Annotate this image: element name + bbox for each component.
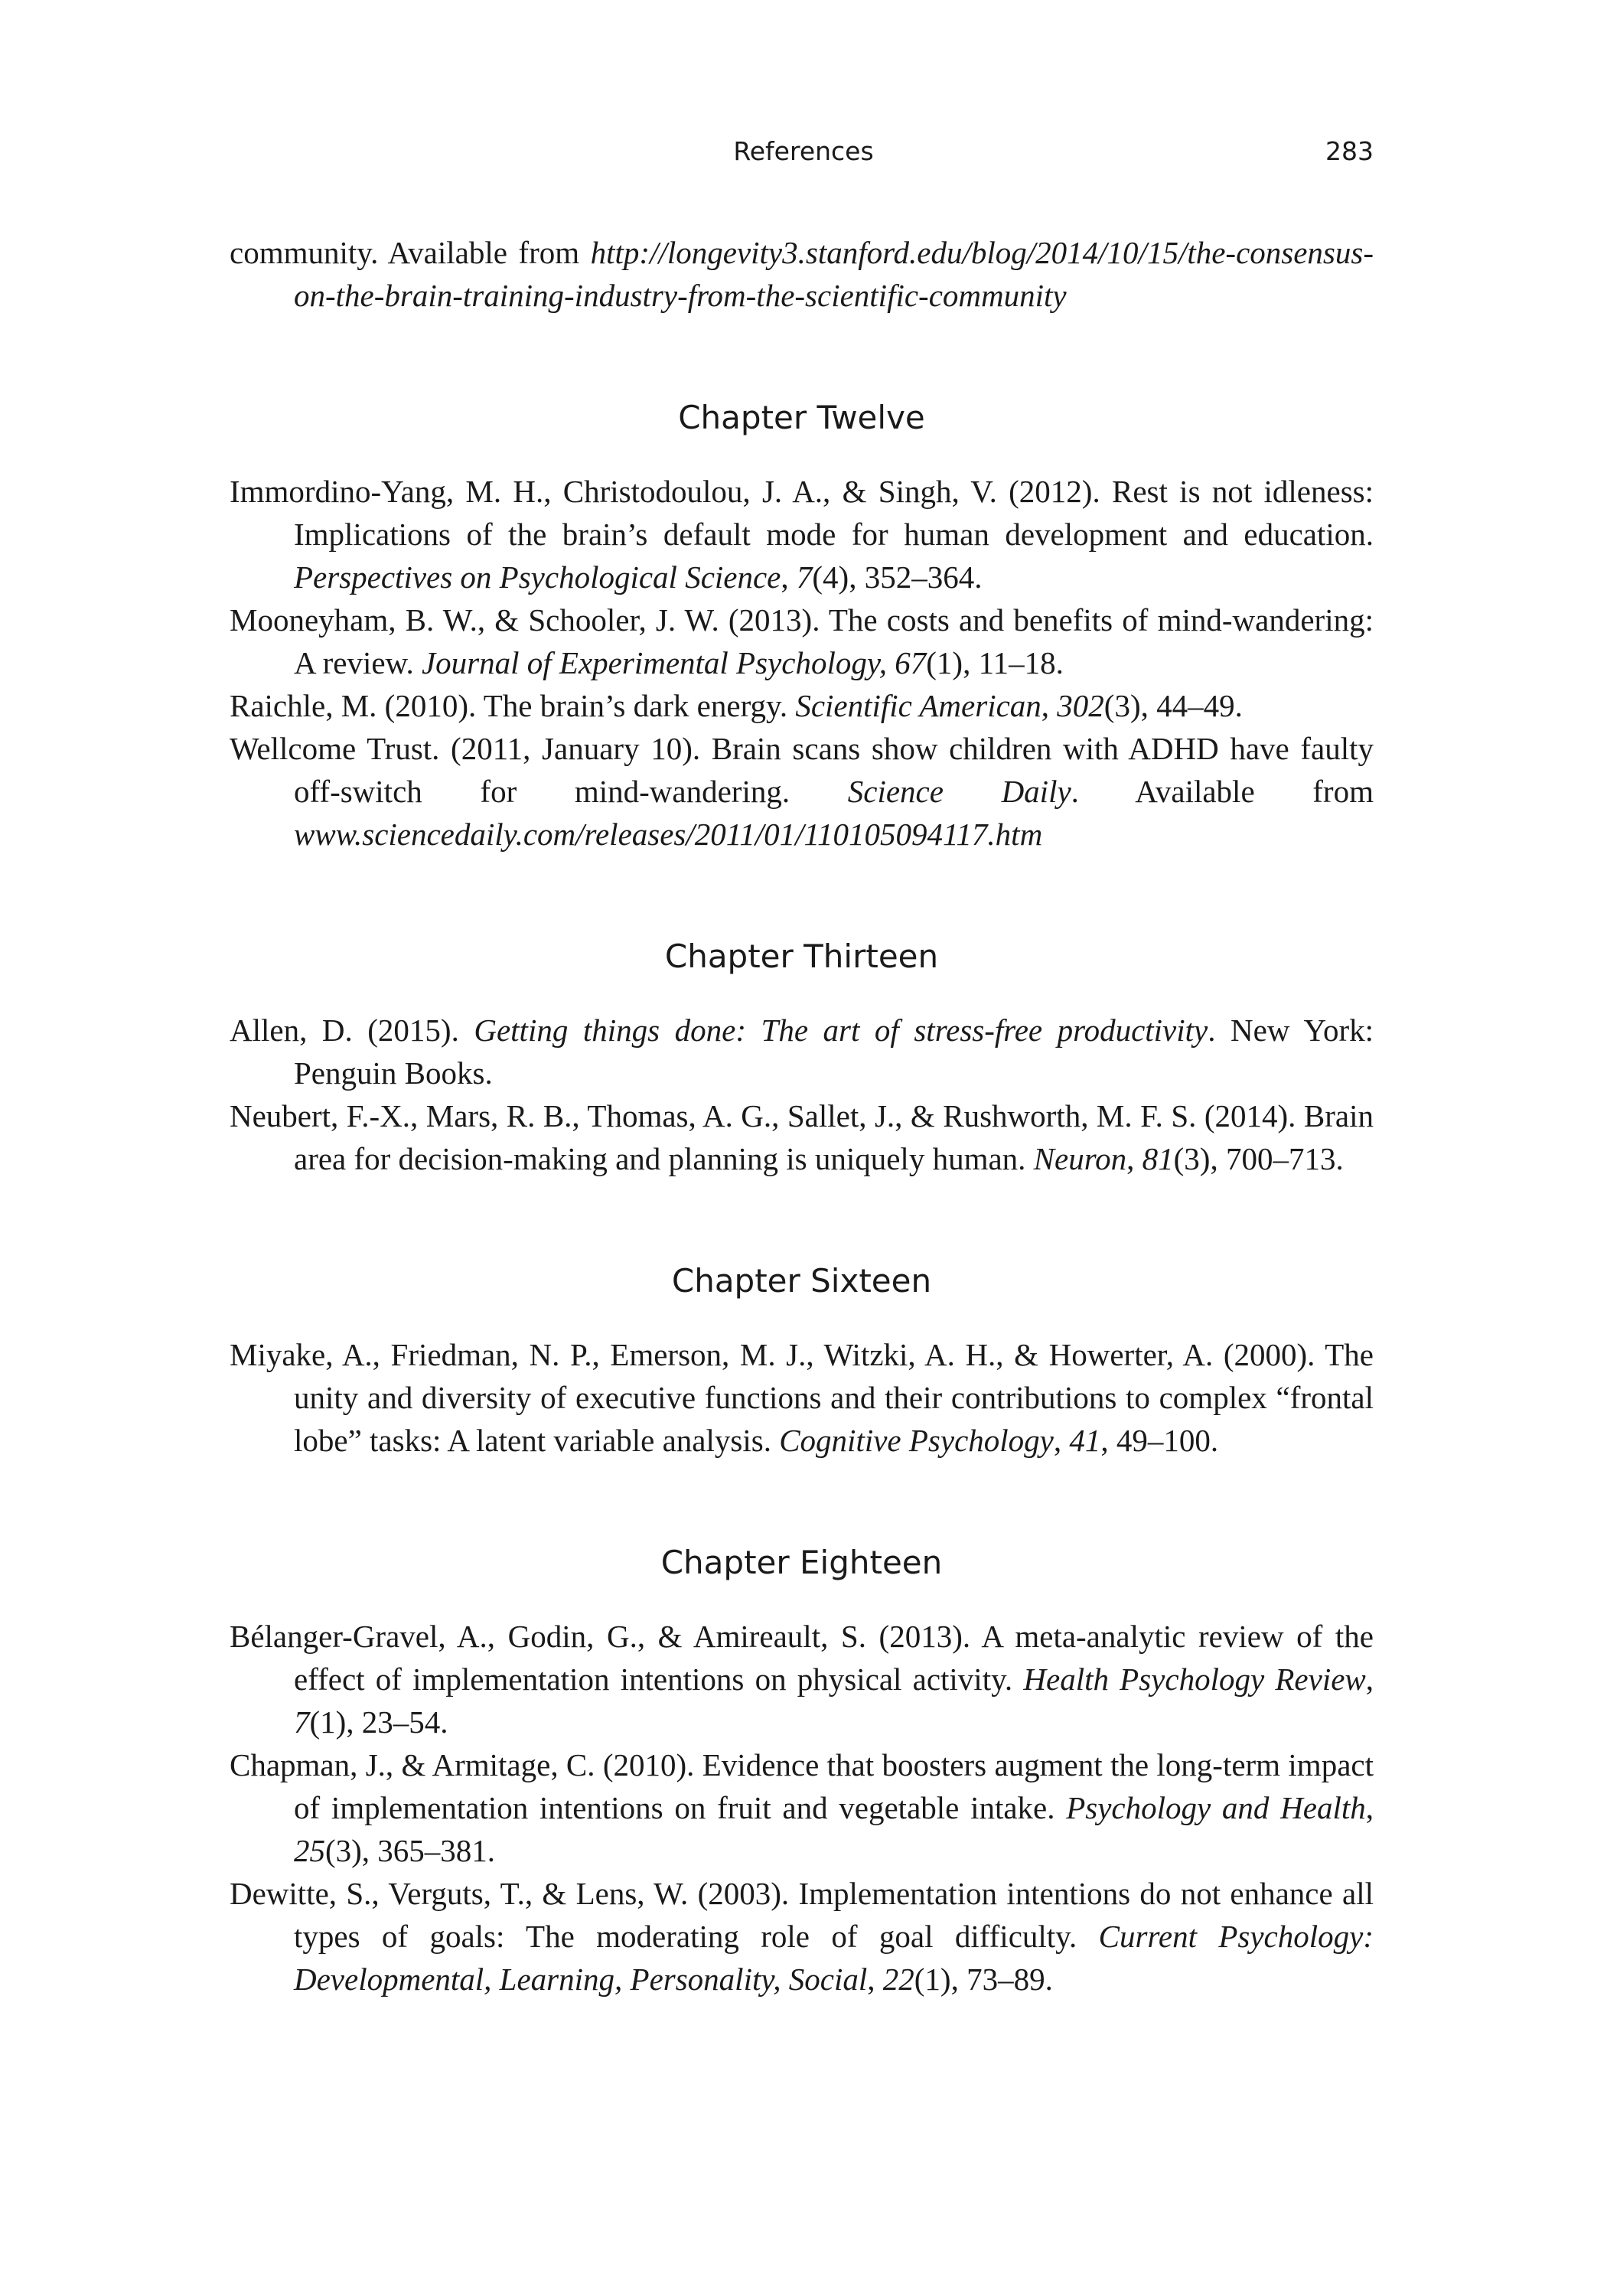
ref-pages: (3), 365–381. [325, 1833, 496, 1868]
ref-journal: Current Psychology: Developmental, Learning, Personality, Social [294, 1919, 1374, 1997]
ref-pages: (4), 352–364. [812, 559, 983, 595]
ref-journal: Psychology and Health [1066, 1790, 1366, 1825]
ref-authors-title: Allen, D. (2015). [230, 1013, 474, 1048]
ref-sep: , [1041, 688, 1058, 723]
reference-entry [230, 1743, 1374, 1872]
ref-journal: Health Psychology Review [1023, 1662, 1366, 1697]
ref-journal: Scientific American [795, 688, 1041, 723]
ref-sep: , [867, 1962, 883, 1997]
ref-sep [887, 645, 895, 680]
chapter-heading: Chapter Sixteen [671, 1262, 932, 1300]
chapter-heading: Chapter Twelve [678, 399, 925, 436]
continued-reference [230, 231, 1374, 317]
reference-entry [230, 727, 1374, 856]
ref-authors-title: Chapman, J., & Armitage, C. (2010). Evidence that boosters augment the long-term impact of implementation intentions on fruit and vegetable intake. [230, 1747, 1374, 1825]
ref-authors-title: Bélanger-Gravel, A., Godin, G., & Amireault, S. (2013). A meta-analytic review of the effect of implementation intentions on physical activity. [230, 1619, 1374, 1697]
ref-sep: , [1126, 1141, 1143, 1176]
ref-authors-title: Wellcome Trust. (2011, January 10). Brain scans show children with ADHD have faulty off-switch for mind-wandering. [230, 731, 1374, 809]
ref-volume: 7 [294, 1704, 310, 1740]
ref-journal: Neuron [1033, 1141, 1127, 1176]
reference-entry [230, 1094, 1374, 1180]
running-head-title: References [733, 136, 874, 166]
ref-pages: , 49–100. [1100, 1423, 1219, 1458]
reference-entry [230, 1615, 1374, 1743]
ref-sep: , [781, 559, 797, 595]
ref-pages: (1), 73–89. [914, 1962, 1053, 1997]
ref-url: www.sciencedaily.com/releases/2011/01/110105094117.htm [294, 817, 1043, 852]
page-number: 283 [1325, 136, 1374, 166]
ref-sep: , [1365, 1662, 1374, 1697]
ref-pages: (3), 700–713. [1173, 1141, 1344, 1176]
ref-journal: Cognitive Psychology [779, 1423, 1054, 1458]
ref-authors-title: Miyake, A., Friedman, N. P., Emerson, M. J., Witzki, A. H., & Howerter, A. (2000). The unity and diversity of executive functions and their contributions to complex “frontal lobe” tasks: A latent variable analysis. [230, 1337, 1374, 1458]
references-body [230, 231, 1374, 2001]
reference-entry [230, 1009, 1374, 1094]
ref-journal: Journal of Experimental Psychology, [421, 645, 888, 680]
ref-volume: 25 [294, 1833, 325, 1868]
ref-volume: 81 [1142, 1141, 1174, 1176]
running-head [0, 136, 1607, 174]
ref-journal: Science Daily [847, 774, 1071, 809]
reference-entry [230, 470, 1374, 598]
chapter-heading: Chapter Eighteen [660, 1544, 943, 1581]
ref-sep: , [1053, 1423, 1070, 1458]
ref-journal: Perspectives on Psychological Science [294, 559, 781, 595]
ref-book-title: Getting things done: The art of stress-free productivity [474, 1013, 1208, 1048]
ref-volume: 41 [1069, 1423, 1101, 1458]
reference-entry [230, 684, 1374, 727]
ref-sep: . Available from [1071, 774, 1374, 809]
continued-text: community. Available from [230, 235, 591, 270]
ref-authors-title: Mooneyham, B. W., & Schooler, J. W. (2013). The costs and benefits of mind-wandering: A review. [230, 602, 1374, 680]
ref-authors-title: Neubert, F.-X., Mars, R. B., Thomas, A. G., Sallet, J., & Rushworth, M. F. S. (2014). Brain area for decision-making and planning is uniquely human. [230, 1098, 1374, 1176]
ref-sep: , [1365, 1790, 1374, 1825]
ref-volume: 7 [796, 559, 813, 595]
reference-entry [230, 598, 1374, 684]
ref-volume: 67 [895, 645, 927, 680]
ref-authors-title: Immordino-Yang, M. H., Christodoulou, J. A., & Singh, V. (2012). Rest is not idleness: Implications of the brain’s default mode for human development and education. [230, 474, 1374, 552]
ref-authors-title: Raichle, M. (2010). The brain’s dark energy. [230, 688, 796, 723]
continued-url: http://longevity3.stanford.edu/blog/2014/10/15/the-consensus-on-the-brain-training-industry-from-the-scientific-community [294, 235, 1374, 313]
ref-volume: 302 [1057, 688, 1104, 723]
chapter-heading: Chapter Thirteen [664, 938, 939, 975]
ref-pages: (1), 23–54. [309, 1704, 448, 1740]
ref-volume: 22 [882, 1962, 914, 1997]
ref-pages: (3), 44–49. [1103, 688, 1243, 723]
reference-entry [230, 1333, 1374, 1462]
ref-publisher: . New York: Penguin Books. [294, 1013, 1374, 1091]
reference-entry [230, 1872, 1374, 2001]
ref-pages: (1), 11–18. [926, 645, 1064, 680]
ref-authors-title: Dewitte, S., Verguts, T., & Lens, W. (2003). Implementation intentions do not enhance all types of goals: The moderating role of goal difficulty. [230, 1876, 1374, 1954]
